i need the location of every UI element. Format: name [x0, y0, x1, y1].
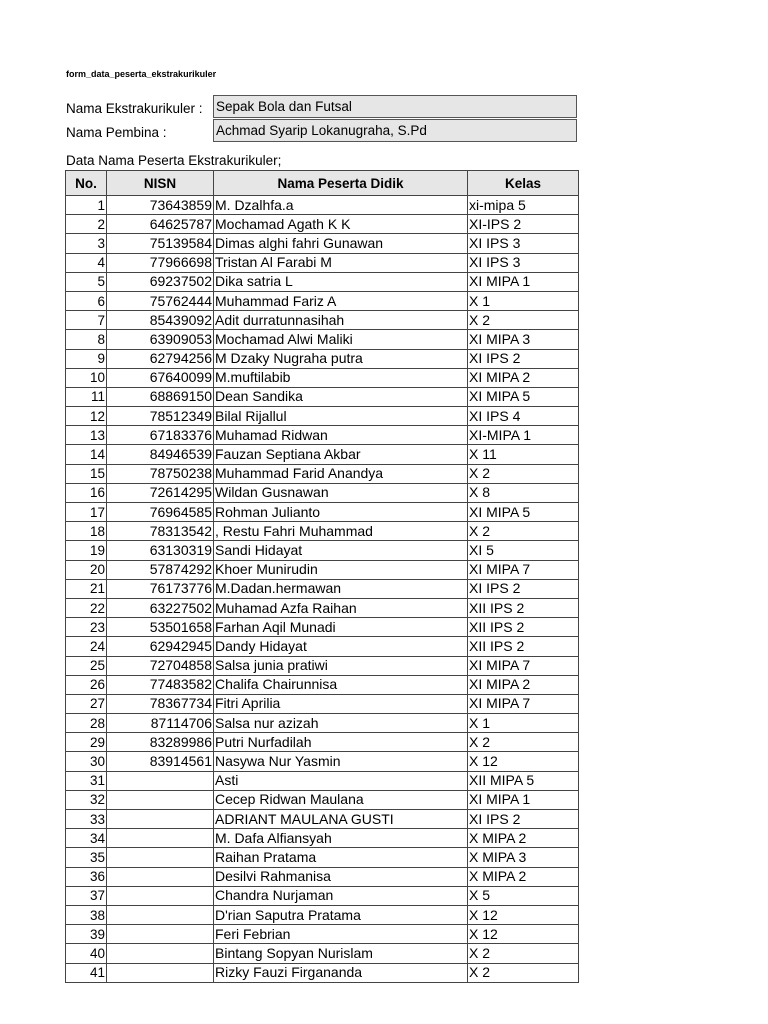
cell-no[interactable]: 40 [66, 944, 107, 963]
table-row [66, 387, 579, 406]
cell-nisn[interactable] [107, 848, 214, 867]
cell-kelas[interactable]: X 2 [468, 944, 579, 963]
cell-kelas[interactable]: X 8 [468, 483, 579, 502]
cell-kelas[interactable]: XI IPS 3 [468, 253, 579, 272]
table-row [66, 944, 579, 963]
cell-no[interactable]: 7 [66, 311, 107, 330]
table-row [66, 272, 579, 291]
cell-nisn[interactable]: 76964585 [107, 503, 214, 522]
table-row [66, 522, 579, 541]
cell-kelas[interactable]: XI-IPS 2 [468, 215, 579, 234]
cell-nama[interactable]: Nasywa Nur Yasmin [214, 752, 468, 771]
cell-nama[interactable]: Farhan Aqil Munadi [214, 618, 468, 637]
ekskul-label: Nama Ekstrakurikuler : [66, 101, 203, 116]
cell-nisn[interactable] [107, 944, 214, 963]
cell-nisn[interactable]: 72704858 [107, 656, 214, 675]
ekskul-value[interactable]: Sepak Bola dan Futsal [213, 95, 577, 118]
cell-kelas[interactable]: XI MIPA 7 [468, 656, 579, 675]
cell-no[interactable]: 3 [66, 234, 107, 253]
table-row [66, 234, 579, 253]
table-row [66, 445, 579, 464]
table-row [66, 963, 579, 982]
cell-nisn[interactable]: 72614295 [107, 483, 214, 502]
cell-nama[interactable]: Bintang Sopyan Nurislam [214, 944, 468, 963]
cell-nama[interactable]: M Dzaky Nugraha putra [214, 349, 468, 368]
participants-table [65, 170, 579, 983]
cell-nisn[interactable]: 63227502 [107, 598, 214, 617]
cell-nisn[interactable]: 63130319 [107, 541, 214, 560]
cell-nisn[interactable]: 62942945 [107, 637, 214, 656]
table-row [66, 253, 579, 272]
cell-kelas[interactable]: XI IPS 2 [468, 810, 579, 829]
cell-no[interactable]: 33 [66, 810, 107, 829]
cell-nisn[interactable]: 78750238 [107, 464, 214, 483]
cell-no[interactable]: 32 [66, 790, 107, 809]
cell-kelas[interactable]: X MIPA 2 [468, 829, 579, 848]
cell-nisn[interactable]: 53501658 [107, 618, 214, 637]
pembina-label: Nama Pembina : [66, 125, 167, 140]
cell-kelas[interactable]: XII MIPA 5 [468, 771, 579, 790]
cell-nisn[interactable]: 75762444 [107, 291, 214, 310]
cell-nama[interactable]: Dimas alghi fahri Gunawan [214, 234, 468, 253]
table-row [66, 829, 579, 848]
cell-nama[interactable]: M. Dzalhfa.a [214, 196, 468, 215]
cell-kelas[interactable]: XI MIPA 5 [468, 503, 579, 522]
cell-kelas[interactable]: X 12 [468, 925, 579, 944]
cell-nama[interactable]: Wildan Gusnawan [214, 483, 468, 502]
cell-kelas[interactable]: X 2 [468, 733, 579, 752]
cell-kelas[interactable]: X 12 [468, 905, 579, 924]
cell-nisn[interactable]: 75139584 [107, 234, 214, 253]
cell-no[interactable]: 15 [66, 464, 107, 483]
cell-no[interactable]: 23 [66, 618, 107, 637]
cell-nama[interactable]: Sandi Hidayat [214, 541, 468, 560]
table-row [66, 426, 579, 445]
cell-no[interactable]: 38 [66, 905, 107, 924]
cell-nisn[interactable]: 83289986 [107, 733, 214, 752]
cell-nisn[interactable]: 62794256 [107, 349, 214, 368]
cell-kelas[interactable]: XI MIPA 1 [468, 272, 579, 291]
cell-nisn[interactable] [107, 886, 214, 905]
cell-no[interactable]: 39 [66, 925, 107, 944]
cell-nisn[interactable] [107, 810, 214, 829]
cell-nisn[interactable] [107, 790, 214, 809]
table-row [66, 790, 579, 809]
table-row [66, 196, 579, 215]
cell-nisn[interactable]: 76173776 [107, 579, 214, 598]
table-row [66, 503, 579, 522]
cell-kelas[interactable]: X 5 [468, 886, 579, 905]
cell-no[interactable]: 25 [66, 656, 107, 675]
cell-nama[interactable]: Tristan Al Farabi M [214, 253, 468, 272]
cell-no[interactable]: 41 [66, 963, 107, 982]
cell-nisn[interactable] [107, 905, 214, 924]
cell-kelas[interactable]: XI 5 [468, 541, 579, 560]
table-row [66, 886, 579, 905]
cell-no[interactable]: 4 [66, 253, 107, 272]
table-row [66, 637, 579, 656]
cell-nama[interactable]: ADRIANT MAULANA GUSTI [214, 810, 468, 829]
cell-nama[interactable]: Khoer Munirudin [214, 560, 468, 579]
table-row [66, 867, 579, 886]
cell-no[interactable]: 8 [66, 330, 107, 349]
cell-no[interactable]: 13 [66, 426, 107, 445]
cell-no[interactable]: 24 [66, 637, 107, 656]
cell-kelas[interactable]: XI IPS 3 [468, 234, 579, 253]
table-row [66, 579, 579, 598]
cell-nama[interactable]: Dika satria L [214, 272, 468, 291]
table-row [66, 291, 579, 310]
cell-no[interactable]: 14 [66, 445, 107, 464]
cell-nama[interactable]: D'rian Saputra Pratama [214, 905, 468, 924]
table-row [66, 598, 579, 617]
cell-nisn[interactable] [107, 963, 214, 982]
cell-nisn[interactable]: 87114706 [107, 714, 214, 733]
cell-nisn[interactable]: 63909053 [107, 330, 214, 349]
cell-kelas[interactable]: XI IPS 2 [468, 349, 579, 368]
cell-nisn[interactable]: 57874292 [107, 560, 214, 579]
header-no[interactable]: No. [66, 171, 107, 196]
cell-nama[interactable]: Dean Sandika [214, 387, 468, 406]
cell-nisn[interactable]: 68869150 [107, 387, 214, 406]
cell-no[interactable]: 19 [66, 541, 107, 560]
cell-no[interactable]: 26 [66, 675, 107, 694]
cell-nama[interactable]: M.muftilabib [214, 368, 468, 387]
cell-no[interactable]: 36 [66, 867, 107, 886]
table-row [66, 925, 579, 944]
table-row [66, 407, 579, 426]
cell-kelas[interactable]: X 12 [468, 752, 579, 771]
table-row [66, 541, 579, 560]
cell-kelas[interactable]: XI MIPA 1 [468, 790, 579, 809]
cell-nama[interactable]: M.Dadan.hermawan [214, 579, 468, 598]
cell-nama[interactable]: Bilal Rijallul [214, 407, 468, 426]
table-row [66, 675, 579, 694]
cell-no[interactable]: 2 [66, 215, 107, 234]
cell-nama[interactable]: Chandra Nurjaman [214, 886, 468, 905]
cell-nama[interactable]: Rizky Fauzi Firgananda [214, 963, 468, 982]
pembina-value[interactable]: Achmad Syarip Lokanugraha, S.Pd [213, 119, 577, 142]
cell-no[interactable]: 11 [66, 387, 107, 406]
cell-nama[interactable]: Salsa junia pratiwi [214, 656, 468, 675]
cell-kelas[interactable]: XI MIPA 5 [468, 387, 579, 406]
header-nama[interactable]: Nama Peserta Didik [214, 171, 468, 196]
cell-nama[interactable]: Mochamad Agath K K [214, 215, 468, 234]
cell-nisn[interactable]: 78367734 [107, 694, 214, 713]
cell-nama[interactable]: Chalifa Chairunnisa [214, 675, 468, 694]
cell-kelas[interactable]: X MIPA 3 [468, 848, 579, 867]
list-caption: Data Nama Peserta Ekstrakurikuler; [66, 153, 282, 168]
cell-no[interactable]: 16 [66, 483, 107, 502]
cell-nama[interactable]: Fitri Aprilia [214, 694, 468, 713]
cell-nisn[interactable]: 77966698 [107, 253, 214, 272]
cell-kelas[interactable]: XI MIPA 7 [468, 560, 579, 579]
cell-nisn[interactable]: 78512349 [107, 407, 214, 426]
cell-nisn[interactable]: 77483582 [107, 675, 214, 694]
table-row [66, 752, 579, 771]
cell-no[interactable]: 5 [66, 272, 107, 291]
cell-nama[interactable]: Feri Febrian [214, 925, 468, 944]
cell-nama[interactable]: Muhamad Azfa Raihan [214, 598, 468, 617]
table-row [66, 560, 579, 579]
cell-kelas[interactable]: XII IPS 2 [468, 598, 579, 617]
table-row [66, 905, 579, 924]
cell-kelas[interactable]: X 2 [468, 464, 579, 483]
cell-nisn[interactable]: 83914561 [107, 752, 214, 771]
table-row [66, 618, 579, 637]
cell-kelas[interactable]: XI-MIPA 1 [468, 426, 579, 445]
cell-kelas[interactable]: X 1 [468, 714, 579, 733]
cell-nama[interactable]: , Restu Fahri Muhammad [214, 522, 468, 541]
cell-nisn[interactable] [107, 829, 214, 848]
cell-kelas[interactable]: XI MIPA 7 [468, 694, 579, 713]
cell-nama[interactable]: Dandy Hidayat [214, 637, 468, 656]
cell-kelas[interactable]: X 2 [468, 311, 579, 330]
cell-no[interactable]: 31 [66, 771, 107, 790]
cell-nisn[interactable]: 67183376 [107, 426, 214, 445]
cell-no[interactable]: 1 [66, 196, 107, 215]
cell-kelas[interactable]: X 2 [468, 522, 579, 541]
table-row [66, 656, 579, 675]
cell-nama[interactable]: Muhammad Farid Anandya [214, 464, 468, 483]
cell-kelas[interactable]: XI MIPA 2 [468, 675, 579, 694]
cell-no[interactable]: 22 [66, 598, 107, 617]
cell-nama[interactable]: Muhammad Fariz A [214, 291, 468, 310]
cell-kelas[interactable]: XI MIPA 3 [468, 330, 579, 349]
cell-nisn[interactable] [107, 867, 214, 886]
header-kelas[interactable]: Kelas [468, 171, 579, 196]
table-row [66, 483, 579, 502]
cell-no[interactable]: 9 [66, 349, 107, 368]
cell-nisn[interactable]: 64625787 [107, 215, 214, 234]
table-row [66, 311, 579, 330]
form-title: form_data_peserta_ekstrakurikuler [66, 69, 217, 79]
table-row [66, 215, 579, 234]
cell-nisn[interactable] [107, 925, 214, 944]
table-row [66, 714, 579, 733]
table-row [66, 848, 579, 867]
table-row [66, 349, 579, 368]
cell-no[interactable]: 6 [66, 291, 107, 310]
cell-no[interactable]: 30 [66, 752, 107, 771]
cell-no[interactable]: 34 [66, 829, 107, 848]
cell-nama[interactable]: Rohman Julianto [214, 503, 468, 522]
cell-kelas[interactable]: XI IPS 4 [468, 407, 579, 426]
cell-nama[interactable]: Asti [214, 771, 468, 790]
cell-nama[interactable]: Salsa nur azizah [214, 714, 468, 733]
cell-nisn[interactable]: 84946539 [107, 445, 214, 464]
cell-nama[interactable]: M. Dafa Alfiansyah [214, 829, 468, 848]
table-row [66, 368, 579, 387]
cell-kelas[interactable]: xi-mipa 5 [468, 196, 579, 215]
cell-nisn[interactable]: 85439092 [107, 311, 214, 330]
cell-no[interactable]: 12 [66, 407, 107, 426]
cell-no[interactable]: 21 [66, 579, 107, 598]
cell-nisn[interactable]: 73643859 [107, 196, 214, 215]
cell-kelas[interactable]: X 2 [468, 963, 579, 982]
table-header-row [66, 171, 579, 196]
cell-nama[interactable]: Putri Nurfadilah [214, 733, 468, 752]
cell-nama[interactable]: Adit durratunnasihah [214, 311, 468, 330]
cell-no[interactable]: 18 [66, 522, 107, 541]
table-row [66, 810, 579, 829]
cell-nama[interactable]: Desilvi Rahmanisa [214, 867, 468, 886]
cell-nama[interactable]: Mochamad Alwi Maliki [214, 330, 468, 349]
cell-no[interactable]: 35 [66, 848, 107, 867]
table-row [66, 694, 579, 713]
cell-kelas[interactable]: XI MIPA 2 [468, 368, 579, 387]
cell-kelas[interactable]: XII IPS 2 [468, 618, 579, 637]
cell-kelas[interactable]: XII IPS 2 [468, 637, 579, 656]
cell-no[interactable]: 28 [66, 714, 107, 733]
cell-no[interactable]: 10 [66, 368, 107, 387]
cell-kelas[interactable]: X MIPA 2 [468, 867, 579, 886]
cell-nisn[interactable] [107, 771, 214, 790]
table-row [66, 330, 579, 349]
table-row [66, 464, 579, 483]
cell-nisn[interactable]: 78313542 [107, 522, 214, 541]
cell-nama[interactable]: Muhamad Ridwan [214, 426, 468, 445]
cell-nisn[interactable]: 69237502 [107, 272, 214, 291]
cell-no[interactable]: 20 [66, 560, 107, 579]
table-row [66, 733, 579, 752]
cell-nama[interactable]: Cecep Ridwan Maulana [214, 790, 468, 809]
cell-kelas[interactable]: X 11 [468, 445, 579, 464]
cell-kelas[interactable]: XI IPS 2 [468, 579, 579, 598]
cell-no[interactable]: 27 [66, 694, 107, 713]
cell-no[interactable]: 29 [66, 733, 107, 752]
cell-no[interactable]: 37 [66, 886, 107, 905]
header-nisn[interactable]: NISN [107, 171, 214, 196]
cell-nama[interactable]: Raihan Pratama [214, 848, 468, 867]
cell-nisn[interactable]: 67640099 [107, 368, 214, 387]
cell-no[interactable]: 17 [66, 503, 107, 522]
cell-kelas[interactable]: X 1 [468, 291, 579, 310]
table-row [66, 771, 579, 790]
cell-nama[interactable]: Fauzan Septiana Akbar [214, 445, 468, 464]
